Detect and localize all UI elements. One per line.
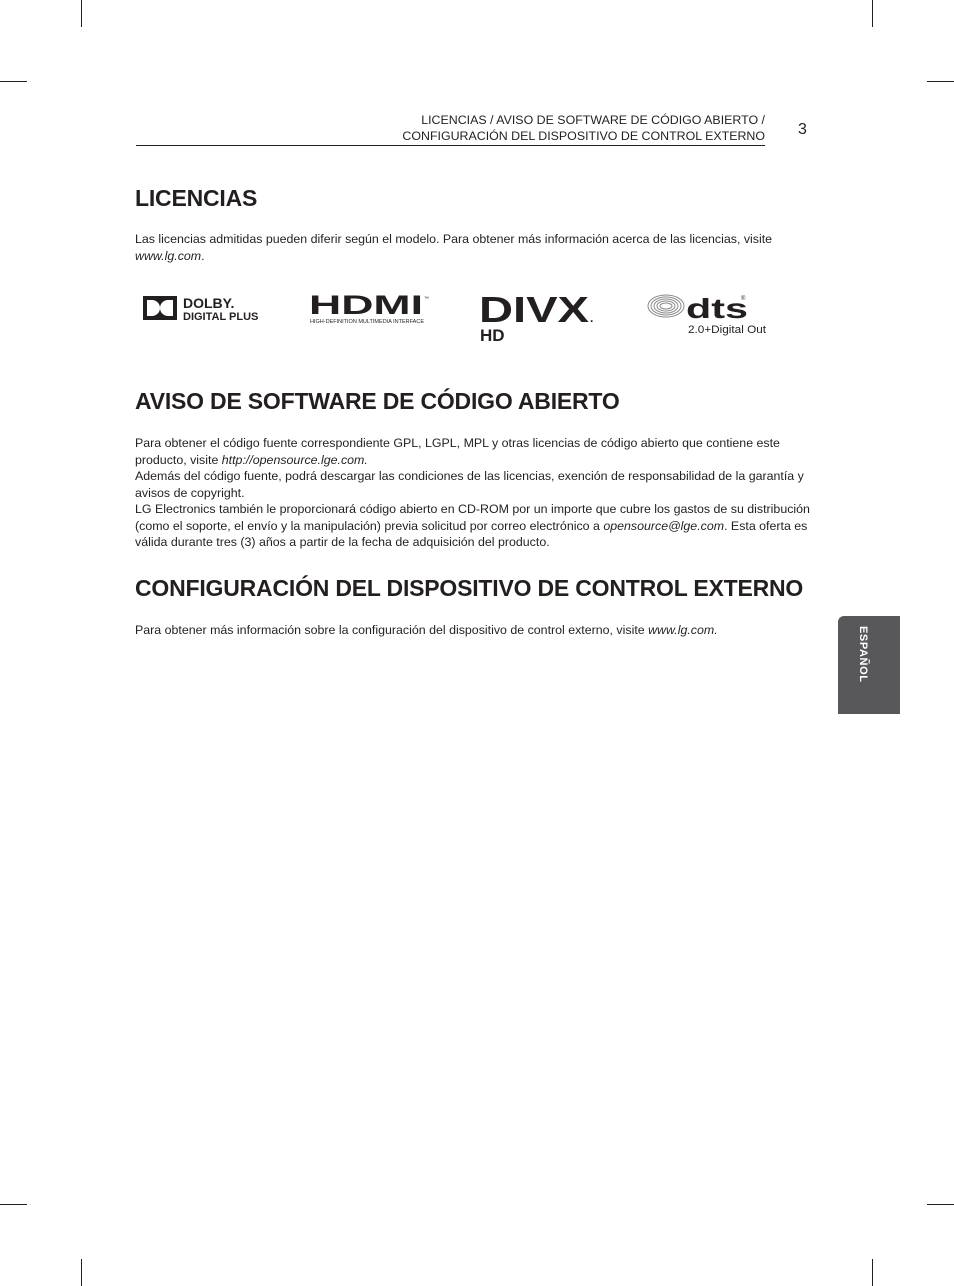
crop-mark bbox=[81, 1259, 82, 1286]
dolby-double-d-icon bbox=[142, 293, 274, 323]
crop-mark bbox=[872, 1259, 873, 1286]
header-rule bbox=[136, 145, 765, 146]
configuracion-text bbox=[135, 622, 815, 639]
aviso-p3-end: . Esta oferta es válida durante tres (3) años a partir de la fecha de adquisición del producto. bbox=[135, 518, 808, 549]
licencias-text bbox=[135, 231, 815, 264]
crop-mark bbox=[927, 1204, 954, 1205]
dolby-digital-plus-word: DIGITAL PLUS bbox=[183, 311, 259, 323]
hdmi-tagline: HIGH-DEFINITION MULTIMEDIA INTERFACE bbox=[310, 319, 425, 325]
crop-mark bbox=[927, 81, 954, 82]
aviso-text bbox=[135, 435, 815, 551]
divx-hd-word: HD bbox=[480, 326, 505, 343]
page-number: 3 bbox=[798, 121, 807, 138]
opensource-link[interactable]: http://opensource.lge.com. bbox=[221, 452, 368, 467]
section-title-configuracion: CONFIGURACIÓN DEL DISPOSITIVO DE CONTROL EXTERNO bbox=[135, 575, 804, 601]
licencias-text-end: . bbox=[201, 248, 205, 263]
dts-2-digital-out: 2.0+Digital Out bbox=[688, 324, 766, 336]
lg-link[interactable]: www.lg.com bbox=[135, 248, 202, 263]
dts-registered: ® bbox=[741, 296, 746, 302]
section-title-licencias: LICENCIAS bbox=[135, 185, 258, 211]
running-head-line: LICENCIAS / AVISO DE SOFTWARE DE CÓDIGO ABIERTO / bbox=[421, 113, 765, 127]
dolby-word: DOLBY. bbox=[183, 295, 235, 311]
dts-logo bbox=[646, 291, 770, 337]
opensource-email-link[interactable]: opensource@lge.com bbox=[603, 518, 725, 533]
crop-mark bbox=[81, 0, 82, 27]
divx-hd-logo bbox=[479, 291, 599, 343]
lg-link[interactable]: www.lg.com. bbox=[648, 623, 718, 637]
running-head-line: CONFIGURACIÓN DEL DISPOSITIVO DE CONTROL EXTERNO bbox=[402, 129, 765, 143]
aviso-paragraph: Además del código fuente, podrá descargar las condiciones de las licencias, exención de responsabilidad de la garantía y avisos de copyright. bbox=[135, 469, 804, 500]
language-tab bbox=[838, 616, 900, 714]
hdmi-word: HDMI bbox=[309, 293, 423, 320]
licencias-text-body: Las licencias admitidas pueden diferir según el modelo. Para obtener más información acerca de las licencias, visite bbox=[135, 232, 773, 246]
language-tab-label: ESPAÑOL bbox=[857, 626, 869, 683]
hdmi-trademark: ™ bbox=[424, 296, 429, 302]
aviso-p3-text: LG Electronics también le proporcionará código abierto en CD-ROM por un importe que cubre los gastos de su distribución (como el soporte, el envío y la manipulación) previa solicitud por correo electrónico a bbox=[135, 502, 810, 533]
divx-word: DIVX bbox=[479, 291, 589, 330]
crop-mark bbox=[0, 81, 27, 82]
dts-word: dts bbox=[686, 293, 748, 324]
aviso-p1-text: Para obtener el código fuente correspondiente GPL, LGPL, MPL y otras licencias de código abierto que contiene este producto, visite bbox=[135, 436, 780, 467]
configuracion-text-body: Para obtener más información sobre la configuración del dispositivo de control externo, visite bbox=[135, 623, 649, 637]
dolby-digital-plus-logo bbox=[142, 293, 274, 323]
aviso-paragraph bbox=[135, 435, 815, 468]
crop-mark bbox=[872, 0, 873, 27]
running-head bbox=[402, 112, 765, 144]
crop-mark bbox=[0, 1204, 27, 1205]
section-title-aviso: AVISO DE SOFTWARE DE CÓDIGO ABIERTO bbox=[135, 388, 620, 414]
aviso-paragraph bbox=[135, 501, 815, 551]
dts-disc-icon bbox=[648, 295, 684, 317]
divx-dot: . bbox=[590, 311, 594, 325]
hdmi-logo bbox=[309, 293, 431, 325]
